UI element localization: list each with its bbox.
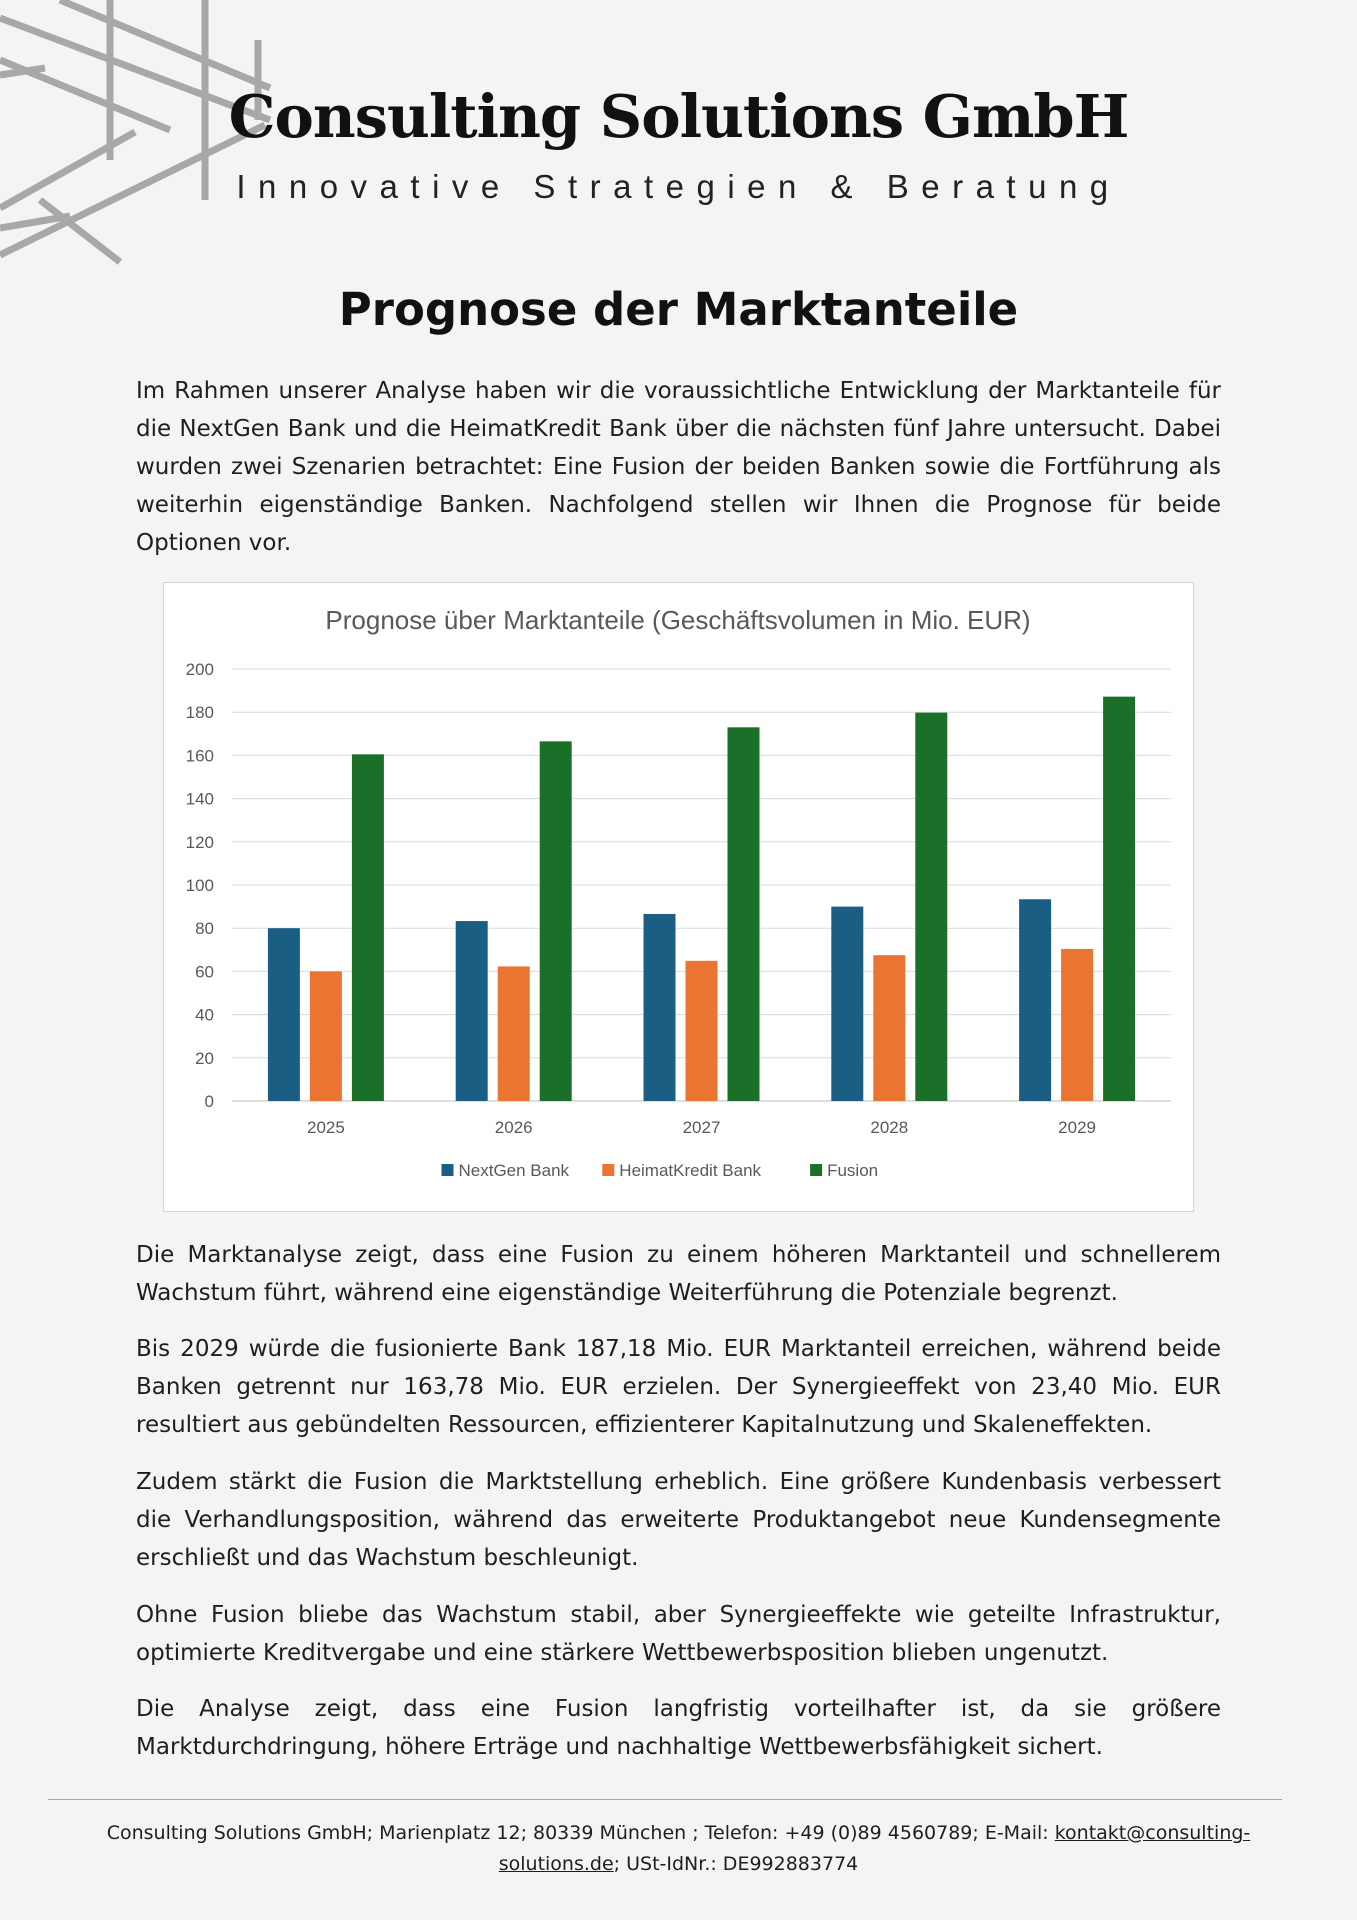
chart-title: Prognose über Marktanteile (Geschäftsvolumen in Mio. EUR) (325, 605, 1031, 635)
y-tick-label: 20 (195, 1048, 214, 1068)
bar-fusion-2027 (728, 727, 760, 1101)
footer-divider (48, 1799, 1282, 1800)
y-tick-label: 40 (195, 1005, 214, 1025)
y-tick-label: 160 (185, 746, 214, 766)
legend-swatch (442, 1164, 454, 1176)
company-tagline: Innovative Strategien & Beratung (236, 168, 1121, 205)
x-tick-label: 2028 (870, 1118, 909, 1137)
bar-nextgen-bank-2029 (1019, 899, 1051, 1101)
bar-heimatkredit-bank-2028 (873, 955, 905, 1101)
bar-nextgen-bank-2027 (644, 914, 676, 1101)
bar-chart (163, 582, 1194, 1212)
bar-nextgen-bank-2028 (831, 907, 863, 1101)
bar-fusion-2026 (540, 741, 572, 1101)
analysis-paragraph-3: Zudem stärkt die Fusion die Marktstellung erheblich. Eine größere Kundenbasis verbessert die Verhandlungsposition, während das erweiterte Produktangebot neue Kundensegmente erschließt und das Wachstum beschleunigt. (136, 1469, 1221, 1571)
x-tick-label: 2026 (494, 1118, 533, 1137)
analysis-paragraph-1: Die Marktanalyse zeigt, dass eine Fusion zu einem höheren Marktanteil und schnellerem Wachstum führt, während eine eigenständige Weiterführung die Potenziale begrenzt. (136, 1242, 1221, 1306)
x-tick-label: 2025 (306, 1118, 345, 1137)
analysis-paragraph-2: Bis 2029 würde die fusionierte Bank 187,18 Mio. EUR Marktanteil erreichen, während beide Banken getrennt nur 163,78 Mio. EUR erzielen. Der Synergieeffekt von 23,40 Mio. EUR resultiert aus gebündelten Ressourcen, effizienterer Kapitalnutzung und Skaleneffekten. (136, 1336, 1221, 1438)
bar-nextgen-bank-2025 (268, 928, 300, 1101)
y-tick-label: 60 (195, 962, 214, 982)
chart-canvas (164, 583, 1193, 1211)
legend-swatch (602, 1164, 614, 1176)
bar-nextgen-bank-2026 (456, 921, 488, 1101)
intro-paragraph: Im Rahmen unserer Analyse haben wir die voraussichtliche Entwicklung der Marktanteile für die NextGen Bank und die HeimatKredit Bank über die nächsten fünf Jahre untersucht. Dabei wurden zwei Szenarien betrachtet: Eine Fusion der beiden Banken sowie die Fortführung als weiterhin eigenständige Banken. Nachfolgend stellen wir Ihnen die Prognose für beide Optionen vor. (136, 378, 1221, 556)
company-name: Consulting Solutions GmbH (228, 82, 1129, 151)
page-title: Prognose der Marktanteile (338, 283, 1019, 336)
bar-heimatkredit-bank-2025 (310, 971, 342, 1101)
analysis-paragraph-4: Ohne Fusion bliebe das Wachstum stabil, aber Synergieeffekte wie geteilte Infrastruktur, optimierte Kreditvergabe und eine stärkere Wettbewerbsposition blieben ungenutzt. (136, 1602, 1221, 1666)
bar-heimatkredit-bank-2027 (686, 961, 718, 1101)
bar-heimatkredit-bank-2026 (498, 966, 530, 1101)
footer-vat-id: ; USt-IdNr.: DE992883774 (613, 1853, 859, 1875)
y-tick-label: 100 (185, 876, 214, 895)
y-tick-label: 140 (185, 789, 214, 809)
bar-heimatkredit-bank-2029 (1061, 949, 1093, 1101)
legend-label: NextGen Bank (458, 1161, 570, 1180)
bar-fusion-2028 (915, 713, 947, 1101)
y-tick-label: 120 (185, 832, 214, 852)
legend-label: Fusion (827, 1161, 879, 1180)
x-tick-label: 2027 (682, 1118, 721, 1137)
legend-swatch (810, 1164, 822, 1176)
y-tick-label: 80 (195, 919, 214, 939)
y-tick-label: 200 (185, 660, 214, 679)
bar-fusion-2025 (352, 754, 384, 1101)
legend-label: HeimatKredit Bank (619, 1161, 762, 1180)
conclusion-paragraph: Die Analyse zeigt, dass eine Fusion langfristig vorteilhafter ist, da sie größere Marktdurchdringung, höhere Erträge und nachhaltige Wettbewerbsfähigkeit sichert. (136, 1696, 1221, 1760)
footer-contact (80, 1818, 1277, 1880)
x-tick-label: 2029 (1058, 1118, 1097, 1137)
y-tick-label: 0 (204, 1092, 214, 1111)
footer-address: Consulting Solutions GmbH; Marienplatz 12; 80339 München ; Telefon: +49 (0)89 4560789; E-Mail: (106, 1822, 1055, 1844)
footer-email-link[interactable]: kontakt@consulting-solutions.de (498, 1822, 1251, 1875)
y-tick-label: 180 (185, 703, 214, 723)
bar-fusion-2029 (1103, 697, 1135, 1101)
